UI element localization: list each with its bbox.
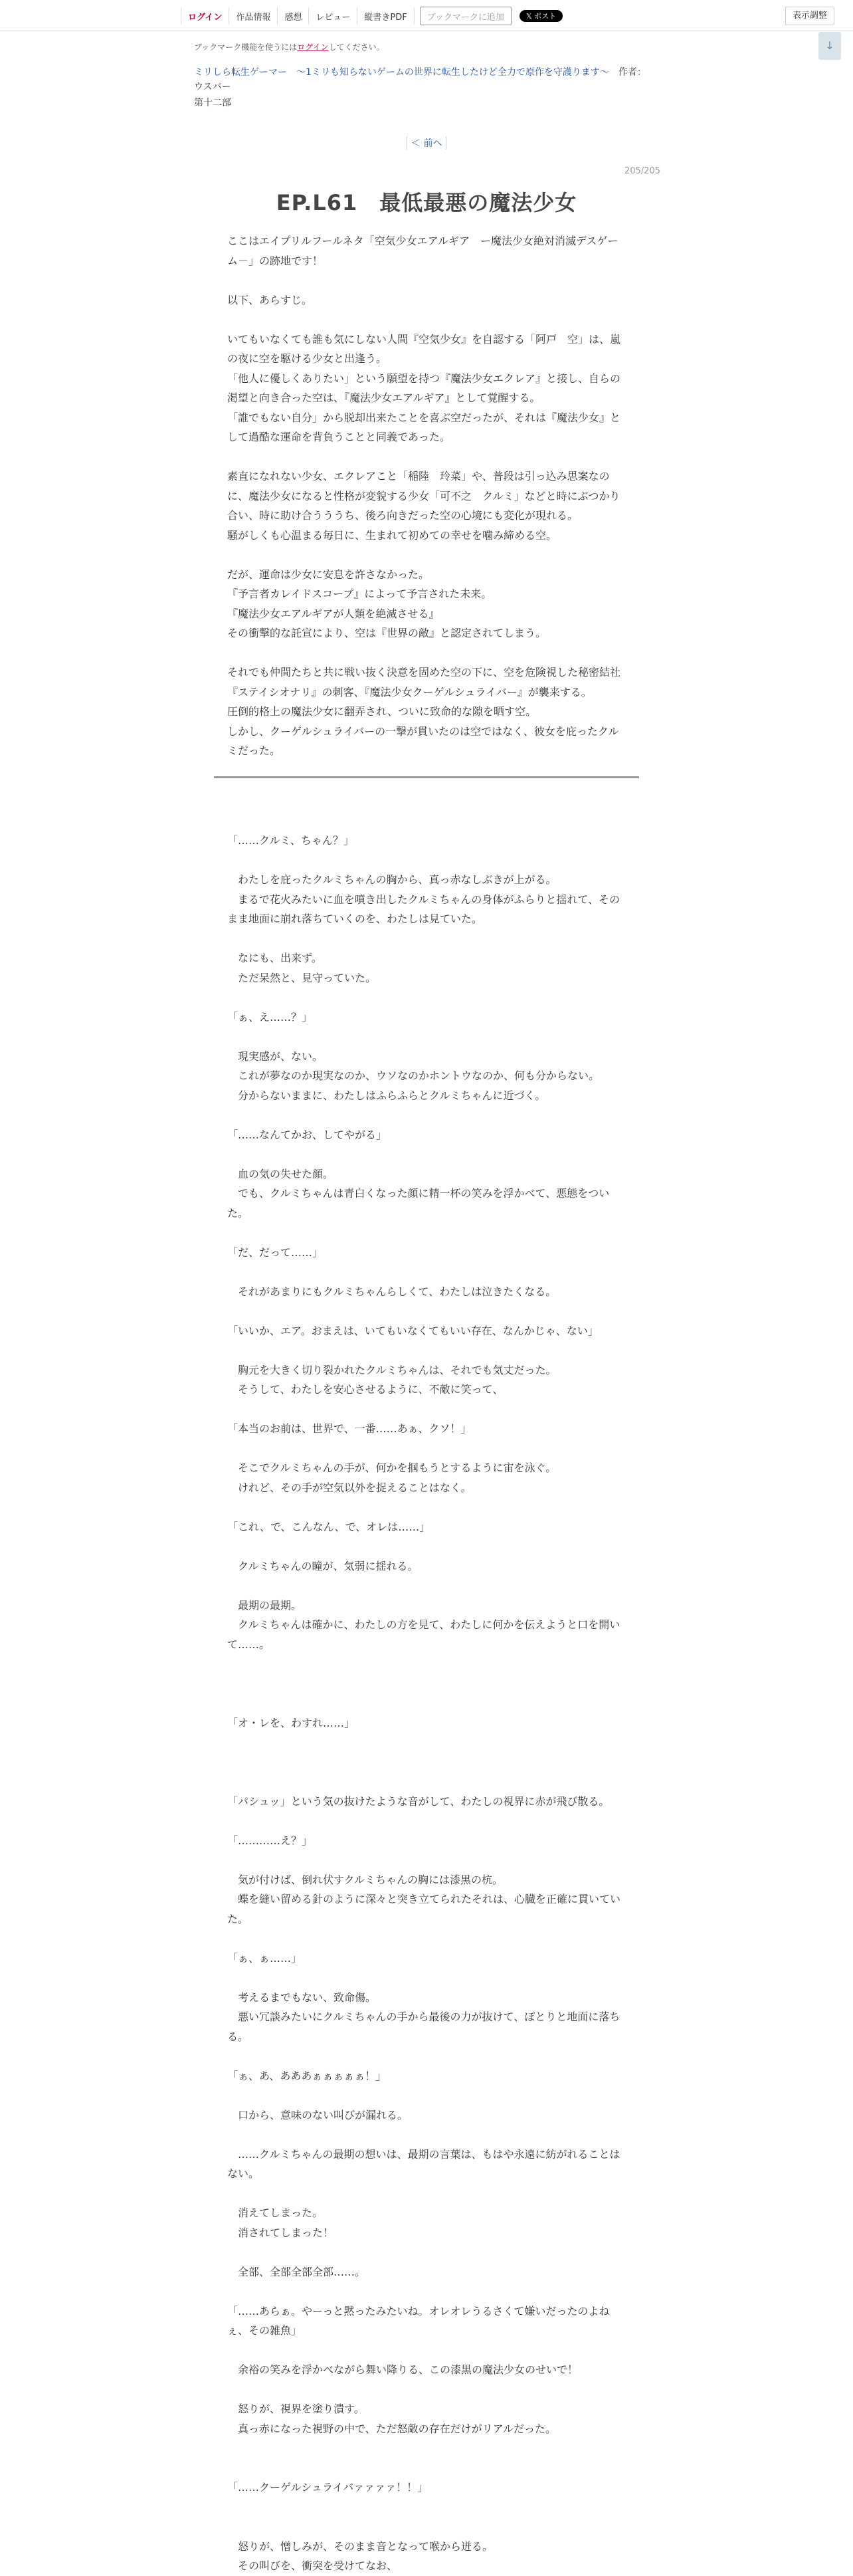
text-line xyxy=(227,2242,626,2262)
text-line: でも、クルミちゃんは青白くなった顔に精一杯の笑みを浮かべて、悪態をついた。 xyxy=(227,1187,610,1220)
text-line xyxy=(227,1439,626,1459)
text-line: わたしを庇ったクルミちゃんの胸から、真っ赤なしぶきが上がる。 xyxy=(227,873,557,886)
author-label: 作者： xyxy=(609,67,646,78)
text-line: 「他人に優しくありたい」という願望を持つ『魔法少女エクレア』と接し、自らの渇望と向き合った空は、『魔法少女エアルギア』として覚醒する。 xyxy=(227,372,621,404)
text-line xyxy=(227,2380,626,2400)
text-line xyxy=(227,545,626,565)
text-line xyxy=(227,1497,626,1517)
text-line: その叫びを、衝突を受けてなお、 xyxy=(227,2559,398,2572)
text-line: 消えてしまった。 xyxy=(227,2206,324,2219)
text-line xyxy=(227,2184,626,2204)
text-line: 蝶を縫い留める針のように深々と突き立てられたそれは、心臓を正確に貫いていた。 xyxy=(227,1893,621,1925)
text-line: まるで花火みたいに血を噴き出したクルミちゃんの身体がふらりと揺れて、そのまま地面に崩れ落ちていくのを、わたしは見ていた。 xyxy=(227,893,620,925)
text-line: 「ぁ、あ、あああぁぁぁぁぁ！」 xyxy=(227,2069,387,2082)
text-line xyxy=(227,1811,626,1831)
text-line: 「本当のお前は、世界で、一番……あぁ、クソ！」 xyxy=(227,1422,472,1435)
text-line: だが、運命は少女に安息を許さなかった。 xyxy=(227,568,430,581)
text-line: 消されてしまった！ xyxy=(227,2226,334,2239)
text-line: 「……クルミ、ちゃん？」 xyxy=(227,834,354,847)
text-line: 真っ赤になった視野の中で、ただ怒敵の存在だけがリアルだった。 xyxy=(227,2422,557,2435)
text-line: それでも仲間たちと共に戦い抜く決意を固めた空の下に、空を危険視した秘密結社『ステイシオナリ』の刺客、『魔法少女クーゲルシュライバー』が襲来する。 xyxy=(227,666,621,698)
top-nav-bar xyxy=(0,0,853,31)
text-line xyxy=(227,2046,626,2066)
text-line xyxy=(227,2282,626,2302)
text-line xyxy=(227,1654,626,1674)
text-line: そうして、わたしを安心させるように、不敵に笑って、 xyxy=(227,1383,504,1396)
text-line: 「ぁ、ぁ……」 xyxy=(227,1951,302,1965)
bookmark-note-suffix: してください。 xyxy=(328,43,385,52)
text-line xyxy=(227,2086,626,2105)
text-line xyxy=(227,270,626,290)
author-name: ウスバー xyxy=(194,82,231,92)
text-line: 悪い冗談みたいにクルミちゃんの手から最後の力が抜けて、ぽとりと地面に落ちる。 xyxy=(227,2010,620,2043)
text-line: ……クルミちゃんの最期の想いは、最期の言葉は、もはや永遠に紡がれることはない。 xyxy=(227,2147,620,2180)
text-line: 「…………え？」 xyxy=(227,1834,313,1847)
text-line xyxy=(227,1693,626,1713)
text-line: 「……クーゲルシュライバァァァァ！！」 xyxy=(227,2481,428,2494)
bookmark-note-prefix: ブックマーク機能を使うには xyxy=(194,43,298,52)
text-line: 最期の最期。 xyxy=(227,1598,302,1612)
text-line: 以下、あらすじ。 xyxy=(227,293,313,306)
text-line xyxy=(227,1576,626,1596)
text-line: 余裕の笑みを浮かべながら舞い降りる、この漆黒の魔法少女のせいで！ xyxy=(227,2363,579,2376)
text-line xyxy=(227,1262,626,1282)
text-line xyxy=(227,1968,626,1988)
text-line: しかし、クーゲルシュライバーの一撃が貫いたのは空ではなく、彼女を庇ったクルミだった。 xyxy=(227,724,619,757)
text-line xyxy=(227,1144,626,1164)
text-line xyxy=(227,2458,626,2478)
text-line: 怒りが、視界を塗り潰す。 xyxy=(227,2403,365,2415)
text-line xyxy=(227,929,626,949)
text-line: 騒がしくも心温まる毎日に、生まれて初めての幸せを噛み締める空。 xyxy=(227,528,557,542)
text-line xyxy=(227,988,626,1008)
text-line xyxy=(227,851,626,871)
text-line: その衝撃的な託宣により、空は『世界の敵』と認定されてしまう。 xyxy=(227,627,547,639)
text-line: 口から、意味のない叫びが漏れる。 xyxy=(227,2108,409,2121)
text-line: 分からないままに、わたしはふらふらとクルミちゃんに近づく。 xyxy=(227,1089,546,1102)
text-line: 『魔法少女エアルギアが人類を絶滅させる』 xyxy=(227,607,440,620)
nav-menu xyxy=(181,7,563,25)
foreword xyxy=(227,231,626,761)
series-info xyxy=(194,65,652,94)
text-line: 考えるまでもない、致命傷。 xyxy=(227,1990,377,2004)
text-line: クルミちゃんの瞳が、気弱に揺れる。 xyxy=(227,1559,419,1572)
text-line: 『予言者カレイドスコープ』によって予言された未来。 xyxy=(227,588,492,600)
text-line: 「オ・レを、わすれ……」 xyxy=(227,1716,355,1729)
text-line: ここはエイプリルフールネタ「空気少女エアルギア ー魔法少女絶対消滅デスゲーム－」の跡地です！ xyxy=(227,235,618,267)
text-line: そこでクルミちゃんの手が、何かを掴もうとするように宙を泳ぐ。 xyxy=(227,1461,557,1474)
x-post-button[interactable] xyxy=(520,10,563,22)
work-info-link[interactable]: 作品情報 xyxy=(229,7,278,25)
review-link[interactable]: レビュー xyxy=(309,7,357,25)
text-line xyxy=(227,1027,626,1047)
text-line xyxy=(227,2498,626,2518)
text-line: 気が付けば、倒れ伏すクルミちゃんの胸には漆黒の杭。 xyxy=(227,1873,504,1886)
text-line xyxy=(227,1772,626,1792)
episode-title: EP.L61 最低最悪の魔法少女 xyxy=(276,190,577,215)
text-line: 「だ、だって……」 xyxy=(227,1245,324,1259)
text-line: 現実感が、ない。 xyxy=(227,1049,324,1063)
vertical-pdf-link[interactable]: 縦書きPDF xyxy=(357,7,414,25)
text-line xyxy=(227,1929,626,1949)
text-line: 「パシュッ」という気の抜けたような音がして、わたしの視界に赤が飛び散る。 xyxy=(227,1794,610,1808)
text-line xyxy=(227,1105,626,1125)
text-line xyxy=(227,1301,626,1321)
text-line: それがあまりにもクルミちゃんらしくて、わたしは泣きたくなる。 xyxy=(227,1285,557,1298)
text-line: 「これ、で、こんなん、で、オレは……」 xyxy=(227,1520,430,1533)
text-line: 「……あらぁ。やーっと黙ったみたいね。オレオレうるさくて嫌いだったのよねぇ、その雑魚」 xyxy=(227,2304,610,2337)
text-line xyxy=(227,1223,626,1243)
text-line xyxy=(227,1341,626,1360)
text-line xyxy=(227,2438,626,2458)
scroll-down-icon[interactable]: ↓ xyxy=(818,32,841,60)
impressions-link[interactable]: 感想 xyxy=(278,7,309,25)
series-title-link[interactable]: ミリしら転生ゲーマー 〜1ミリも知らないゲームの世界に転生したけど全力で原作を守護ります〜 xyxy=(194,67,609,78)
text-line: いてもいなくても誰も気にしない人間『空気少女』を自認する「阿戸 空」は、嵐の夜に空を駆ける少女と出逢う。 xyxy=(227,332,621,365)
login-button[interactable]: ログイン xyxy=(181,7,229,25)
section-divider xyxy=(214,776,639,778)
text-line xyxy=(227,1733,626,1753)
chapter-label: 第十二部 xyxy=(194,98,231,108)
story-body xyxy=(227,831,626,2576)
text-line: これが夢なのか現実なのか、ウソなのかホントウなのか、何も分からない。 xyxy=(227,1069,600,1082)
text-line: 「ぁ、え……？」 xyxy=(227,1010,313,1023)
text-line xyxy=(227,1753,626,1772)
x-post-label: 𝕏 ポスト xyxy=(525,12,557,21)
text-line: 怒りが、憎しみが、そのまま音となって喉から迸る。 xyxy=(227,2539,494,2553)
text-line: 素直になれない少女、エクレアこと「稲陸 玲菜」や、普段は引っ込み思案なのに、魔法少女になると性格が変貌する少女「可不之 クルミ」などと時にぶつかり合い、時に助け合うううち、後ろ向きだった空の心境にも変化が現れる。 xyxy=(227,470,620,522)
text-line: 血の気の失せた顔。 xyxy=(227,1167,334,1180)
text-line: ただ呆然と、見守っていた。 xyxy=(227,971,377,984)
text-line: 圧倒的格上の魔法少女に翻弄され、ついに致命的な隙を晒す空。 xyxy=(227,705,536,718)
text-line xyxy=(227,2517,626,2537)
text-line: 胸元を大きく切り裂かれたクルミちゃんは、それでも気丈だった。 xyxy=(227,1363,557,1376)
text-line: 「いいか、エア。おまえは、いてもいなくてもいい存在、なんかじゃ、ない」 xyxy=(227,1324,599,1337)
text-line xyxy=(227,2341,626,2361)
text-line: なにも、出来ず。 xyxy=(227,952,322,964)
text-line: 「……なんてかお、してやがる」 xyxy=(227,1128,387,1141)
prev-page-link[interactable]: ＜ 前へ xyxy=(407,136,446,150)
text-line xyxy=(227,1400,626,1420)
bookmark-login-note xyxy=(194,41,659,53)
text-line: 全部、全部全部全部……。 xyxy=(227,2265,366,2278)
text-line xyxy=(227,447,626,467)
text-line xyxy=(227,310,626,330)
text-line xyxy=(227,643,626,663)
text-line: けれど、その手が空気以外を捉えることはなく。 xyxy=(227,1481,472,1494)
text-line: クルミちゃんは確かに、わたしの方を見て、わたしに何かを伝えようと口を開いて……。 xyxy=(227,1618,620,1651)
add-bookmark-button[interactable]: ブックマークに追加 xyxy=(420,7,512,25)
bookmark-note-login-link[interactable]: ログイン xyxy=(297,43,329,52)
text-line xyxy=(227,2125,626,2145)
text-line: 「誰でもない自分」から脱却出来たことを喜ぶ空だったが、それは『魔法少女』として過酷な運命を背負うことと同義であった。 xyxy=(227,411,621,443)
display-settings-button[interactable]: 表示調整 xyxy=(785,7,834,25)
text-line xyxy=(227,1537,626,1556)
text-line xyxy=(227,1850,626,1870)
page-number: 205/205 xyxy=(624,166,660,176)
text-line xyxy=(227,1674,626,1694)
